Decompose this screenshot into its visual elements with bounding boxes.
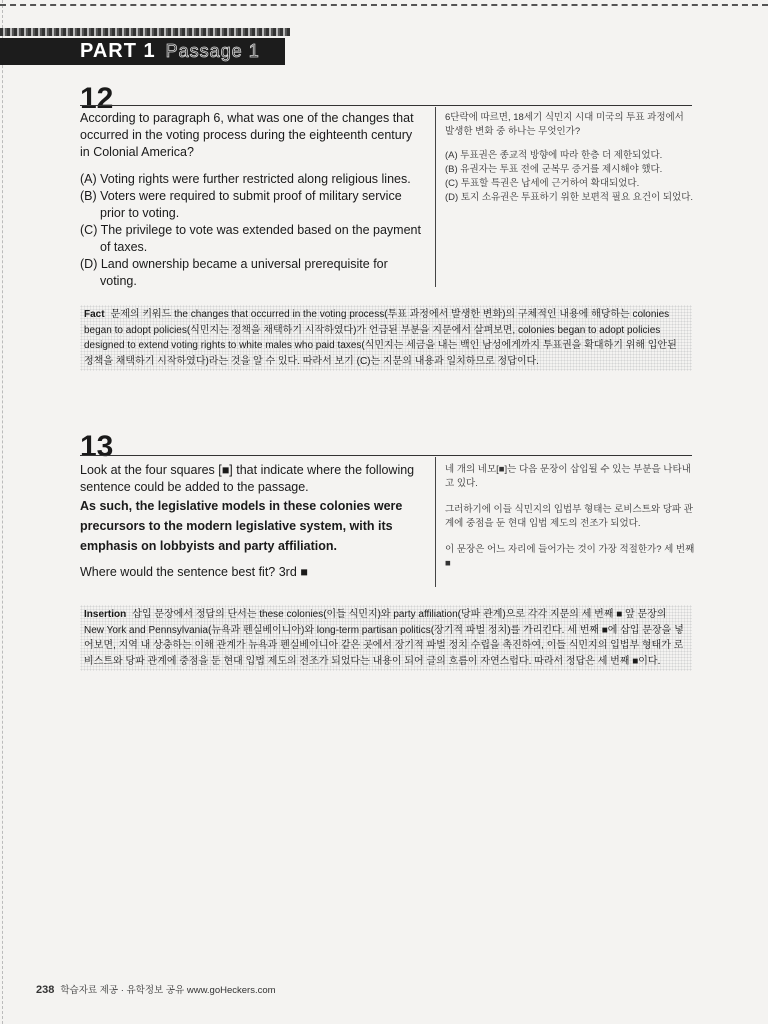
question-13-instruction: Look at the four squares [■] that indicate where the following sentence could be added to the passage. bbox=[80, 463, 415, 494]
header-texture bbox=[0, 28, 290, 36]
option-12-a: (A) Voting rights were further restricted along religious lines. bbox=[80, 172, 411, 186]
explanation-12 bbox=[80, 305, 692, 371]
option-12-d: (D) Land ownership became a universal prerequisite for voting. bbox=[80, 257, 388, 288]
question-rule-13 bbox=[80, 455, 692, 456]
question-12-text: According to paragraph 6, what was one of the changes that occurred in the voting process during the eighteenth century in Colonial America? bbox=[80, 111, 414, 159]
option-12-b: (B) Voters were required to submit proof of military service prior to voting. bbox=[80, 189, 402, 220]
part-label: PART 1 bbox=[80, 40, 156, 62]
question-number-13: 13 bbox=[80, 430, 114, 463]
explanation-12-text: 문제의 키워드 the changes that occurred in the voting process(투표 과정에서 발생한 변화)의 구체적인 내용에 해당하는 colonies began to adopt policies(식민지는 정책을 채택하기 시작하였다)가 언급된 부분을 지문에서 살펴보면, colonies began to adopt policies designed to extend voting rights to white males who paid taxes(식민지는 세금을 내는 백인 남성에게까지 투표권을 확대하기 위해 입안된 정책을 채택하기 시작하였다)라는 것을 알 수 있다. 따라서 보기 (C)는 지문의 내용과 일치하므로 정답이다. bbox=[84, 309, 677, 367]
question-13-english bbox=[80, 462, 425, 581]
question-13-prompt: Where would the sentence best fit? 3rd ■ bbox=[80, 565, 308, 579]
explanation-13-tag: Insertion bbox=[84, 609, 127, 620]
explanation-13 bbox=[80, 605, 692, 671]
column-divider-13 bbox=[435, 457, 436, 587]
question-number-12: 12 bbox=[80, 82, 114, 115]
question-13-kr-prompt: 이 문장은 어느 자리에 들어가는 것이 가장 적절한가? 세 번째 ■ bbox=[445, 544, 695, 569]
question-12-english bbox=[80, 110, 425, 290]
page-edge bbox=[2, 0, 3, 1024]
question-rule-12 bbox=[80, 105, 692, 106]
option-12-c: (C) The privilege to vote was extended based on the payment of taxes. bbox=[80, 223, 421, 254]
insert-sentence: As such, the legislative models in these colonies were precursors to the modern legislative system, with its emphasis on lobbyists and party affiliation. bbox=[80, 499, 403, 553]
question-13-korean bbox=[445, 463, 695, 571]
passage-label: Passage 1 bbox=[165, 41, 260, 61]
explanation-13-text: 삽입 문장에서 정답의 단서는 these colonies(이들 식민지)와 party affiliation(당파 관계)으로 각각 지문의 세 번째 ■ 앞 문장의 New York and Pennsylvania(뉴욕과 펜실베이니아)와 long-term partisan politics(장기적 파벌 정치)를 가리킨다. 세 번째 ■에 삽입 문장을 넣어보면, 지역 내 상충하는 이해 관계가 뉴욕과 펜실베이니아 같은 곳에서 장기적 파벌 정치 수립을 촉진하여, 이들 식민지의 입법부 형태가 로비스트와 당파 관계에 중점을 둔 현대 입법 제도의 전조가 되었다는 내용이 되어 글의 흐름이 자연스럽다. 따라서 정답은 세 번째 ■이다. bbox=[84, 609, 684, 667]
page-number: 238 bbox=[36, 984, 55, 996]
option-12-kr-d: (D) 토지 소유권은 투표하기 위한 보편적 필요 요건이 되었다. bbox=[445, 192, 694, 203]
question-13-kr-instruction: 네 개의 네모[■]는 다음 문장이 삽입될 수 있는 부분을 나타내고 있다. bbox=[445, 464, 691, 489]
explanation-12-tag: Fact bbox=[84, 309, 105, 320]
page-footer bbox=[36, 982, 276, 996]
footer-text: 학습자료 제공 · 유학정보 공유 www.goHeckers.com bbox=[60, 985, 276, 996]
top-dashed-border bbox=[0, 4, 768, 6]
option-12-kr-a: (A) 투표권은 종교적 방향에 따라 한층 더 제한되었다. bbox=[445, 150, 663, 161]
part-banner bbox=[0, 38, 285, 65]
option-12-kr-c: (C) 투표할 특권은 납세에 근거하여 확대되었다. bbox=[445, 178, 640, 189]
column-divider-12 bbox=[435, 107, 436, 287]
option-12-kr-b: (B) 유권자는 투표 전에 군복무 증거를 제시해야 했다. bbox=[445, 164, 663, 175]
question-12-korean bbox=[445, 111, 695, 205]
question-12-kr-text: 6단락에 따르면, 18세기 식민지 시대 미국의 투표 과정에서 발생한 변화 중 하나는 무엇인가? bbox=[445, 112, 684, 137]
insert-sentence-kr: 그러하기에 이들 식민지의 입법부 형태는 로비스트와 당파 관계에 중점을 둔 현대 입법 제도의 전조가 되었다. bbox=[445, 504, 693, 529]
